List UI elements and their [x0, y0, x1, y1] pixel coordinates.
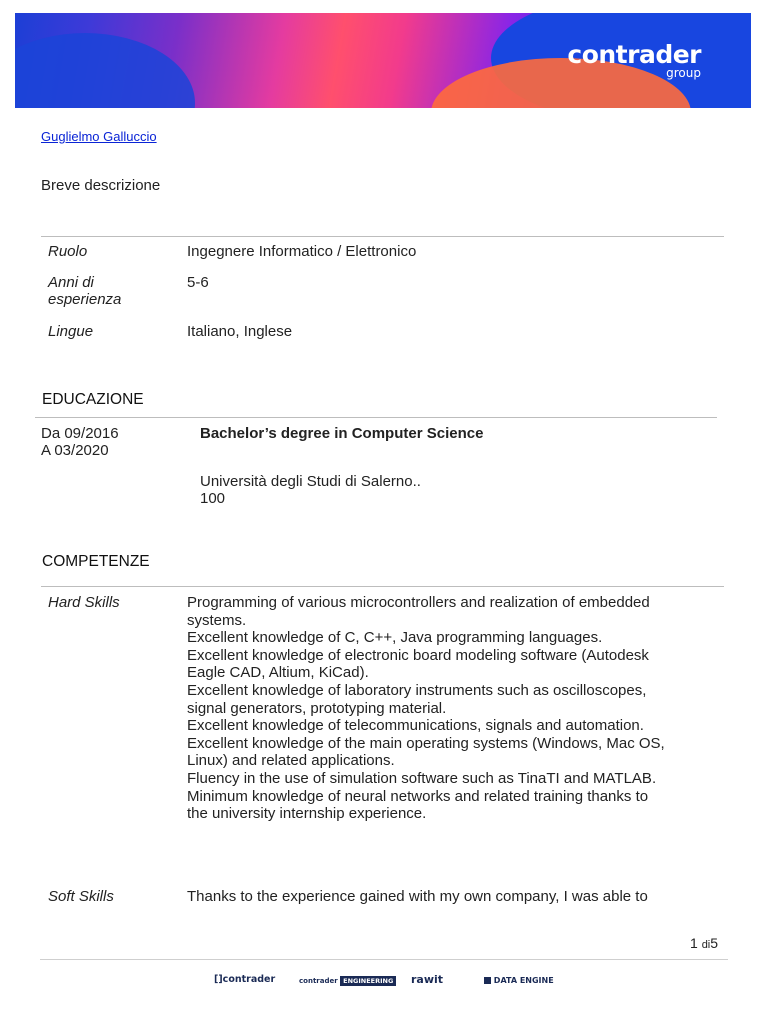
brand-logo: [567, 41, 701, 79]
short-description-label: Breve descrizione: [41, 177, 161, 194]
education-to: A 03/2020: [41, 442, 109, 459]
info-label-languages: Lingue: [48, 323, 94, 340]
info-value-languages: Italiano, Inglese: [187, 323, 293, 340]
info-label-experience: Anni di esperienza: [48, 274, 122, 308]
section-title-education: EDUCAZIONE: [42, 391, 144, 408]
info-value-role: Ingegnere Informatico / Elettronico: [187, 243, 417, 260]
banner-wave-left: [15, 33, 195, 108]
section-title-skills: COMPETENZE: [42, 553, 150, 570]
education-dates: [41, 425, 119, 459]
divider: [41, 586, 724, 587]
education-degree: Bachelor’s degree in Computer Science: [200, 425, 484, 442]
brand-sub: group: [666, 66, 701, 80]
footer-logos: [0, 974, 768, 990]
page-number: 1 di5: [690, 935, 719, 951]
info-value-experience: 5-6: [187, 274, 209, 291]
footer-logo-data-engine: DATA ENGINE: [484, 976, 554, 985]
education-university: Università degli Studi di Salerno..: [200, 473, 421, 490]
soft-skills-label: Soft Skills: [48, 888, 114, 905]
education-grade: 100: [200, 490, 226, 507]
info-label-role: Ruolo: [48, 243, 88, 260]
divider: [35, 417, 717, 418]
footer-logo-rawit: rawit: [411, 973, 444, 986]
footer-logo-engineering: contrader ENGINEERING: [299, 976, 396, 986]
divider: [41, 236, 724, 237]
footer-logo-contrader: []contrader: [214, 974, 276, 985]
hard-skills-text: Programming of various microcontrollers and realization of embedded systems. Excellent knowledge of C, C++, Java programming languages. Excellent knowledge of electronic board modeling software (Autodesk Eagle CAD, Altium, KiCad). Excellent knowledge of laboratory instruments such as oscilloscopes, signal generators, prototyping material. Excellent knowledge of telecommunications, signals and automation. Excellent knowledge of the main operating systems (Windows, Mac OS, Linux) and related applications. Fluency in the use of simulation software such as TinaTI and MATLAB. Minimum knowledge of neural networks and related training thanks to the university internship experience.: [187, 594, 665, 823]
soft-skills-text: Thanks to the experience gained with my own company, I was able to: [187, 888, 648, 905]
brand-main: contrader: [567, 40, 701, 69]
hard-skills-label: Hard Skills: [48, 594, 120, 611]
data-engine-icon: [484, 977, 491, 984]
candidate-name-link[interactable]: Guglielmo Galluccio: [41, 129, 157, 144]
header-banner: [15, 13, 751, 108]
education-from: Da 09/2016: [41, 425, 119, 442]
education-university-block: [200, 473, 421, 507]
footer-divider: [40, 959, 728, 960]
